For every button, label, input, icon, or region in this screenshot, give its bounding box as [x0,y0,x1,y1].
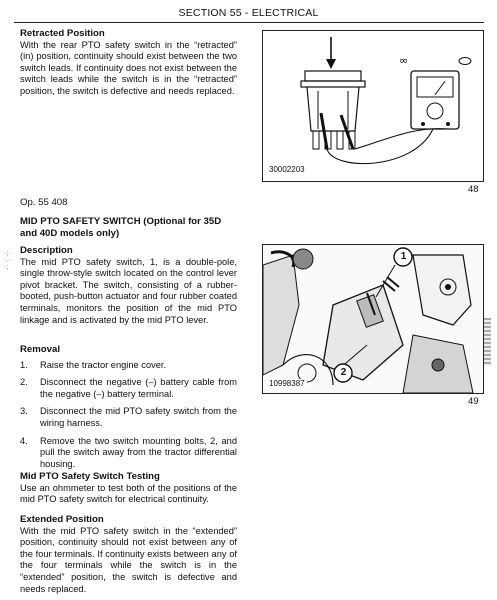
retracted-heading: Retracted Position [20,28,105,39]
step-text: Remove the two switch mounting bolts, 2, and pull the switch away from the tractor differential housing. [40,435,237,469]
testing-heading: Mid PTO Safety Switch Testing [20,471,160,482]
figure-48-code: 30002203 [269,165,305,174]
step-number: 1. [20,359,28,370]
removal-block [20,344,237,476]
step-text: Raise the tractor engine cover. [40,359,167,370]
step-number: 3. [20,406,28,417]
svg-text:∞: ∞ [399,54,409,67]
ohmmeter-illustration [263,31,483,181]
testing-body: Use an ohmmeter to test both of the positions of the mid PTO safety switch for electrical continuity. [20,482,237,505]
figure-49-switch-location [262,244,484,394]
op-block [20,197,237,209]
op-label: Op. 55 408 [20,197,68,208]
description-body: The mid PTO safety switch, 1, is a double-pole, single throw-style switch located on the control lever pivot bracket. The switch, consisting of a rubber-booted, push-button actuator and four rubber coated terminals, monitors the position of the mid PTO linkage and is activated by the mid PTO lever. [20,256,237,325]
scan-artifact: ·;· ·.· ·; [4,250,11,271]
title-block [20,216,237,239]
callout-1: 1 [400,251,407,262]
scan-edge-mark [484,318,491,366]
step-number: 4. [20,435,28,446]
figure-48-number: 48 [468,184,479,195]
section-header: SECTION 55 - ELECTRICAL [178,7,319,19]
switch-location-illustration [263,245,483,393]
figure-49-code: 10998387 [269,379,305,388]
description-heading: Description [20,245,73,256]
figure-49-number: 49 [468,396,479,407]
removal-step [20,360,237,372]
removal-step [20,436,237,471]
step-text: Disconnect the negative (–) battery cable from the negative (–) battery terminal. [40,377,237,399]
callout-2: 2 [340,367,347,378]
extended-body: With the mid PTO safety switch in the “extended” position, continuity should not exist between any of the four terminals. If continuity exists between any of the four terminals while the switch is in the “extended” position, the switch is defective and needs replaced. [20,525,237,594]
header-rule [14,22,484,23]
removal-step [20,377,237,400]
testing-block [20,471,237,506]
section-title: MID PTO SAFETY SWITCH (Optional for 35D and 40D models only) [20,216,222,239]
figure-48-ohmmeter [262,30,484,182]
retracted-block [20,28,237,98]
description-block [20,245,237,326]
step-number: 2. [20,377,28,388]
removal-heading: Removal [20,344,60,355]
retracted-body: With the rear PTO safety switch in the “retracted” (in) position, continuity should exist between the two switch leads. If continuity does not exist between the switch leads while the switch is in the “retracted” position, the switch is defective and needs replaced. [20,39,237,96]
extended-heading: Extended Position [20,514,104,525]
removal-step [20,406,237,429]
removal-steps [20,360,237,471]
step-text: Disconnect the mid PTO safety switch from the wiring harness. [40,406,237,428]
extended-block [20,514,237,595]
